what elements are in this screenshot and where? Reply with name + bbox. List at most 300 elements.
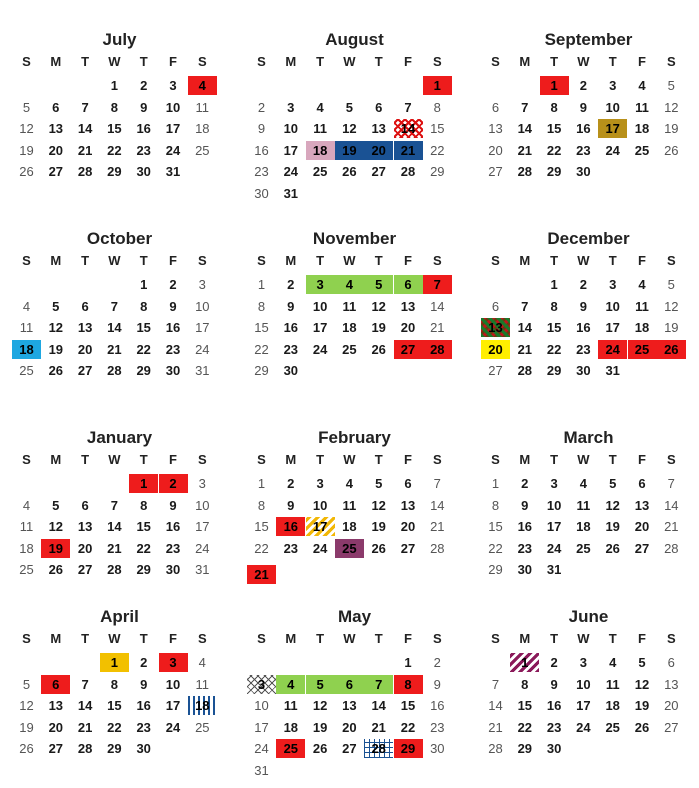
calendar-day: 5 <box>22 99 31 115</box>
weekday-label: W <box>108 253 121 268</box>
calendar-day: 29 <box>107 164 122 179</box>
weekday-label: M <box>519 452 531 467</box>
calendar-day: 30 <box>165 562 181 577</box>
calendar-day: 12 <box>312 698 328 713</box>
weekday-label: F <box>638 631 646 646</box>
calendar-day: 27 <box>488 164 503 179</box>
calendar-day: 24 <box>312 540 328 556</box>
weekday-label: M <box>285 631 297 646</box>
calendar-day: 10 <box>312 497 328 513</box>
calendar-day: 5 <box>638 655 646 670</box>
calendar-day: 14 <box>107 320 122 335</box>
calendar-day: 6 <box>375 99 383 115</box>
calendar-day: 12 <box>342 121 357 136</box>
weekday-label: T <box>608 631 617 646</box>
calendar-day: 16 <box>165 320 181 335</box>
calendar-day: 8 <box>110 99 118 115</box>
calendar-day: 27 <box>371 164 386 179</box>
weekday-label: S <box>666 54 676 69</box>
calendar-day: 27 <box>77 562 93 577</box>
calendar-day: 11 <box>19 519 34 534</box>
calendar-day: 16 <box>546 698 562 713</box>
calendar-day: 8 <box>257 497 266 513</box>
highlighted-day: 24 <box>598 340 627 359</box>
calendar-day: 24 <box>605 142 620 158</box>
calendar-day: 25 <box>19 363 34 378</box>
calendar-day: 21 <box>77 142 93 158</box>
weekday-label: T <box>374 631 383 646</box>
calendar-day: 21 <box>107 540 122 556</box>
calendar-day: 19 <box>371 519 386 534</box>
calendar-day: 9 <box>169 298 177 314</box>
calendar-day: 3 <box>169 78 177 93</box>
weekday-label: W <box>577 54 590 69</box>
weekday-label: T <box>81 54 90 69</box>
weekday-label: M <box>285 452 297 467</box>
month-title: February <box>318 428 391 447</box>
month-title: October <box>86 229 153 248</box>
calendar-day: 31 <box>195 562 210 577</box>
calendar-day: 8 <box>110 676 118 692</box>
highlighted-day: 5 <box>306 675 335 694</box>
calendar-day: 16 <box>517 519 533 534</box>
calendar-day: 11 <box>19 320 34 335</box>
calendar-day: 23 <box>165 540 181 556</box>
calendar-day: 12 <box>664 99 679 115</box>
weekday-label: W <box>108 631 121 646</box>
calendar-day: 6 <box>81 298 89 314</box>
calendar-day: 13 <box>400 497 416 513</box>
highlighted-day: 21 <box>394 141 423 160</box>
calendar-day: 26 <box>664 142 679 158</box>
calendar-day: 9 <box>140 99 148 115</box>
weekday-label: S <box>491 452 500 467</box>
calendar-day: 12 <box>19 121 34 136</box>
weekday-label: W <box>343 54 356 69</box>
weekday-label: T <box>139 631 148 646</box>
calendar-day: 14 <box>430 298 445 314</box>
weekday-label: S <box>432 253 442 268</box>
calendar-day: 12 <box>19 698 34 713</box>
weekday-label: F <box>404 253 412 268</box>
month-title: March <box>563 428 614 447</box>
weekday-label: T <box>139 54 148 69</box>
calendar-day: 17 <box>312 320 328 335</box>
calendar-day: 21 <box>664 519 679 534</box>
calendar-day: 24 <box>576 719 591 735</box>
calendar-day: 8 <box>433 99 441 115</box>
calendar-day: 19 <box>664 320 679 335</box>
calendar-day: 26 <box>19 164 34 179</box>
calendar-day: 14 <box>517 121 533 136</box>
highlighted-day: 2 <box>159 474 188 493</box>
calendar-day: 4 <box>609 655 617 670</box>
highlighted-day: 20 <box>364 141 393 160</box>
month-title: August <box>325 30 384 49</box>
weekday-label: S <box>432 54 442 69</box>
weekday-label: M <box>50 452 62 467</box>
calendar-day: 29 <box>517 741 533 756</box>
highlighted-day: 8 <box>394 675 423 694</box>
calendar-day: 13 <box>371 121 386 136</box>
calendar-day: 11 <box>635 99 649 115</box>
calendar-day: 24 <box>165 142 181 158</box>
calendar-day: 28 <box>107 363 122 378</box>
calendar-day: 22 <box>488 540 503 556</box>
weekday-label: T <box>550 253 559 268</box>
weekday-label: T <box>608 452 617 467</box>
calendar-day: 11 <box>342 497 357 513</box>
calendar-day: 27 <box>77 363 93 378</box>
weekday-label: F <box>169 253 177 268</box>
highlighted-day: 14 <box>394 119 423 138</box>
calendar-day: 13 <box>48 121 64 136</box>
calendar-day: 15 <box>254 519 269 534</box>
month-title: November <box>312 229 397 248</box>
weekday-label: T <box>608 253 617 268</box>
calendar-day: 10 <box>165 99 181 115</box>
calendar-day: 10 <box>546 497 562 513</box>
weekday-label: S <box>257 253 266 268</box>
calendar-day: 25 <box>195 142 210 158</box>
calendar-day: 16 <box>136 698 151 713</box>
calendar-day: 3 <box>198 277 206 292</box>
calendar-day: 18 <box>195 121 210 136</box>
weekday-label: M <box>285 253 297 268</box>
calendar-day: 20 <box>48 142 64 158</box>
calendar-day: 3 <box>287 99 295 115</box>
calendar-day: 23 <box>254 164 269 179</box>
calendar-day: 22 <box>254 341 269 357</box>
calendar-day: 30 <box>576 363 591 378</box>
calendar-day: 25 <box>342 341 357 357</box>
calendar-day: 16 <box>430 698 445 713</box>
weekday-label: S <box>22 452 31 467</box>
calendar-day: 31 <box>605 363 620 378</box>
weekday-label: S <box>491 54 500 69</box>
calendar-day: 5 <box>375 476 383 491</box>
calendar-day: 27 <box>48 741 64 756</box>
calendar-day: 23 <box>576 341 591 357</box>
calendar-day: 17 <box>195 519 210 534</box>
calendar-day: 11 <box>605 676 620 692</box>
calendar-day: 7 <box>81 99 89 115</box>
calendar-day: 20 <box>342 719 357 735</box>
highlighted-day: 6 <box>41 675 70 694</box>
calendar-day: 4 <box>22 298 31 314</box>
calendar-day: 27 <box>634 540 650 556</box>
calendar-day: 19 <box>634 698 650 713</box>
weekday-label: S <box>22 54 31 69</box>
calendar-day: 4 <box>345 476 353 491</box>
calendar-day: 29 <box>136 363 151 378</box>
calendar-day: 26 <box>48 363 64 378</box>
weekday-label: S <box>432 452 442 467</box>
calendar-day: 8 <box>521 676 529 692</box>
calendar-day: 19 <box>312 719 328 735</box>
calendar-day: 9 <box>169 497 177 513</box>
weekday-label: W <box>577 253 590 268</box>
weekday-label: M <box>50 253 62 268</box>
calendar-day: 26 <box>371 341 386 357</box>
calendar-day: 28 <box>664 540 679 556</box>
highlighted-day: 1 <box>540 76 569 95</box>
calendar-day: 16 <box>136 121 151 136</box>
highlighted-day: 3 <box>159 653 188 672</box>
calendar-day: 10 <box>195 298 210 314</box>
calendar-day: 18 <box>634 320 650 335</box>
calendar-day: 2 <box>550 655 558 670</box>
weekday-label: M <box>519 253 531 268</box>
highlighted-day: 19 <box>335 141 364 160</box>
calendar-day: 2 <box>579 78 587 93</box>
calendar-day: 13 <box>342 698 357 713</box>
highlighted-day: 3 <box>247 675 276 694</box>
calendar-day: 17 <box>546 519 562 534</box>
calendar-day: 23 <box>546 719 562 735</box>
highlighted-day: 20 <box>481 340 510 359</box>
weekday-label: S <box>666 253 676 268</box>
calendar-day: 30 <box>576 164 591 179</box>
calendar-day: 5 <box>22 676 31 692</box>
calendar-day: 25 <box>605 719 620 735</box>
calendar-day: 9 <box>257 121 266 136</box>
highlighted-day: 3 <box>306 275 335 294</box>
highlighted-day: 1 <box>423 76 452 95</box>
calendar-day: 17 <box>165 121 181 136</box>
month-title: May <box>337 607 372 626</box>
calendar-day: 30 <box>517 562 533 577</box>
calendar-day: 19 <box>48 341 64 357</box>
weekday-label: T <box>550 452 559 467</box>
calendar-day: 8 <box>140 497 148 513</box>
highlighted-day: 21 <box>247 565 276 584</box>
calendar-day: 19 <box>605 519 620 534</box>
weekday-label: F <box>638 452 646 467</box>
weekday-label: F <box>169 452 177 467</box>
calendar-day: 1 <box>110 78 118 93</box>
calendar-day: 29 <box>546 164 562 179</box>
calendar-day: 5 <box>52 497 60 513</box>
highlighted-day: 4 <box>188 76 217 95</box>
calendar-day: 4 <box>198 655 206 670</box>
weekday-label: W <box>343 631 356 646</box>
highlighted-day: 25 <box>276 739 305 758</box>
highlighted-day: 4 <box>276 675 305 694</box>
calendar-day: 18 <box>342 320 357 335</box>
calendar-day: 16 <box>576 121 591 136</box>
calendar-day: 8 <box>491 497 500 513</box>
calendar-day: 13 <box>48 698 64 713</box>
weekday-label: M <box>519 54 531 69</box>
calendar-day: 12 <box>48 320 64 335</box>
calendar-day: 14 <box>517 320 533 335</box>
highlighted-day: 18 <box>188 696 217 715</box>
highlighted-day: 25 <box>628 340 657 359</box>
calendar-day: 22 <box>400 719 416 735</box>
weekday-label: F <box>638 253 646 268</box>
calendar-day: 1 <box>257 277 266 292</box>
calendar-day: 27 <box>488 363 503 378</box>
calendar-day: 29 <box>488 562 503 577</box>
calendar-day: 3 <box>550 476 558 491</box>
calendar-day: 4 <box>638 277 646 292</box>
calendar-day: 31 <box>254 762 269 778</box>
calendar-day: 6 <box>667 655 675 670</box>
calendar-day: 4 <box>316 99 324 115</box>
calendar-day: 17 <box>605 320 620 335</box>
calendar-day: 30 <box>136 164 151 179</box>
calendar-day: 9 <box>287 497 295 513</box>
calendar-day: 16 <box>254 142 269 158</box>
calendar-day: 23 <box>136 719 151 735</box>
calendar-day: 18 <box>342 519 357 534</box>
calendar-day: 22 <box>254 540 269 556</box>
calendar-day: 26 <box>19 741 34 756</box>
highlighted-day: 5 <box>364 275 393 294</box>
calendar-day: 11 <box>576 497 591 513</box>
calendar-day: 6 <box>404 476 412 491</box>
calendar-day: 22 <box>107 719 122 735</box>
weekday-label: S <box>257 54 266 69</box>
calendar-day: 15 <box>136 320 151 335</box>
month-title: April <box>100 607 139 626</box>
calendar-day: 30 <box>254 185 269 201</box>
weekday-label: F <box>404 54 412 69</box>
weekday-label: M <box>285 54 297 69</box>
calendar-day: 22 <box>546 142 562 158</box>
calendar-day: 11 <box>283 698 298 713</box>
calendar-day: 2 <box>257 99 266 115</box>
highlighted-day: 25 <box>335 539 364 558</box>
calendar-day: 21 <box>430 320 445 335</box>
highlighted-day: 28 <box>423 340 452 359</box>
weekday-label: S <box>432 631 442 646</box>
calendar-day: 15 <box>546 121 562 136</box>
calendar-day: 12 <box>664 298 679 314</box>
calendar-day: 9 <box>140 676 148 692</box>
calendar-day: 28 <box>107 562 122 577</box>
calendar-day: 7 <box>81 676 89 692</box>
calendar-day: 23 <box>283 540 299 556</box>
calendar-day: 13 <box>664 676 679 692</box>
weekday-label: T <box>316 54 325 69</box>
calendar-day: 20 <box>77 341 93 357</box>
calendar-day: 7 <box>110 298 118 314</box>
highlighted-day: 28 <box>364 739 393 758</box>
calendar-day: 25 <box>19 562 34 577</box>
weekday-label: T <box>374 452 383 467</box>
calendar-day: 20 <box>634 519 650 534</box>
calendar-day: 14 <box>371 698 386 713</box>
calendar-day: 20 <box>488 142 503 158</box>
highlighted-day: 7 <box>364 675 393 694</box>
calendar-day: 8 <box>550 298 558 314</box>
calendar-day: 21 <box>107 341 122 357</box>
calendar-day: 10 <box>605 298 620 314</box>
calendar-day: 10 <box>576 676 591 692</box>
calendar-day: 6 <box>638 476 646 491</box>
calendar-day: 21 <box>488 719 503 735</box>
calendar-day: 22 <box>517 719 533 735</box>
calendar-day: 4 <box>638 78 646 93</box>
weekday-label: T <box>316 253 325 268</box>
calendar-day: 3 <box>609 78 617 93</box>
calendar-day: 16 <box>283 320 299 335</box>
calendar-day: 7 <box>521 298 529 314</box>
calendar-day: 25 <box>576 540 591 556</box>
weekday-label: F <box>638 54 646 69</box>
calendar-day: 9 <box>433 676 441 692</box>
calendar-day: 18 <box>605 698 620 713</box>
calendar-day: 1 <box>491 476 500 491</box>
calendar-day: 13 <box>634 497 650 513</box>
calendar-day: 18 <box>19 540 34 556</box>
month-title: July <box>102 30 137 49</box>
calendar-day: 9 <box>287 298 295 314</box>
weekday-label: T <box>316 452 325 467</box>
calendar-day: 12 <box>634 676 650 692</box>
calendar-day: 15 <box>488 519 503 534</box>
calendar-day: 20 <box>400 519 416 534</box>
calendar-day: 22 <box>136 540 151 556</box>
calendar-day: 12 <box>371 497 386 513</box>
weekday-label: S <box>666 631 676 646</box>
weekday-label: T <box>81 452 90 467</box>
calendar-day: 30 <box>430 741 445 756</box>
calendar-day: 4 <box>579 476 587 491</box>
calendar-day: 15 <box>400 698 416 713</box>
weekday-label: S <box>22 253 31 268</box>
calendar-day: 1 <box>404 655 412 670</box>
calendar-day: 5 <box>609 476 617 491</box>
calendar-day: 31 <box>283 185 299 201</box>
weekday-label: T <box>316 631 325 646</box>
calendar-day: 13 <box>77 320 93 335</box>
highlighted-day: 17 <box>306 517 335 536</box>
highlighted-day: 1 <box>129 474 158 493</box>
calendar-day: 19 <box>664 121 679 136</box>
calendar-day: 24 <box>254 741 269 756</box>
calendar-day: 14 <box>77 698 93 713</box>
calendar-day: 30 <box>136 741 151 756</box>
highlighted-day: 16 <box>276 517 305 536</box>
weekday-label: S <box>491 631 500 646</box>
weekday-label: T <box>608 54 617 69</box>
calendar-day: 13 <box>77 519 93 534</box>
calendar-day: 6 <box>491 298 500 314</box>
calendar-day: 8 <box>550 99 558 115</box>
calendar-day: 14 <box>77 121 93 136</box>
calendar-day: 14 <box>488 698 503 713</box>
calendar-day: 28 <box>430 540 445 556</box>
calendar-day: 29 <box>136 562 151 577</box>
calendar-day: 23 <box>576 142 591 158</box>
calendar-day: 22 <box>136 341 151 357</box>
calendar-day: 18 <box>634 121 650 136</box>
calendar-day: 22 <box>430 142 445 158</box>
highlighted-day: 1 <box>100 653 129 672</box>
calendar-day: 21 <box>430 519 445 534</box>
calendar-day: 31 <box>546 562 562 577</box>
calendar-day: 11 <box>195 99 210 115</box>
weekday-label: S <box>197 631 207 646</box>
calendar-day: 24 <box>546 540 562 556</box>
weekday-label: W <box>108 54 121 69</box>
weekday-label: M <box>50 631 62 646</box>
calendar-day: 27 <box>48 164 64 179</box>
calendar-day: 21 <box>517 142 533 158</box>
